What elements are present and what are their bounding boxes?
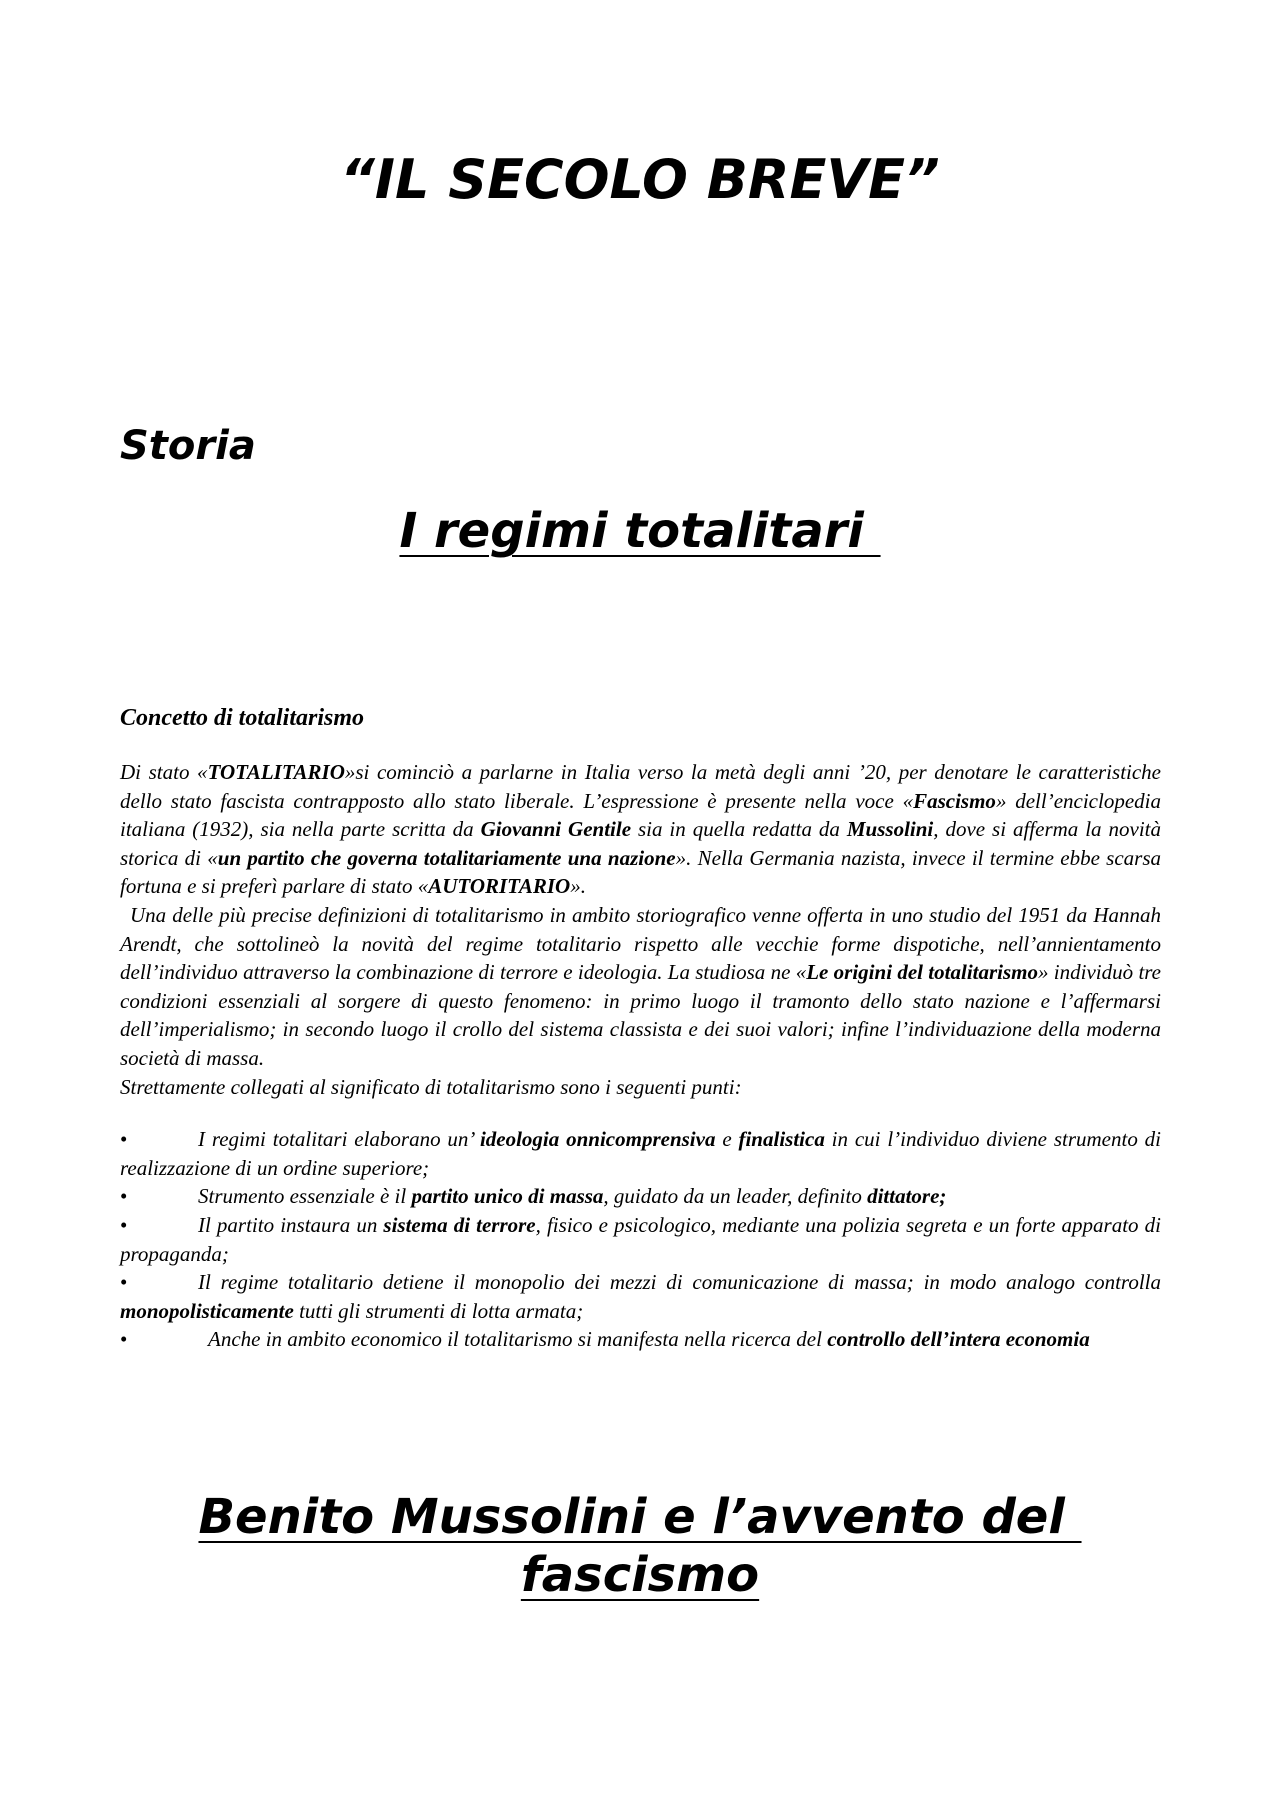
main-title: “IL SECOLO BREVE”: [340, 148, 940, 211]
p1-text: »si cominciò a parlarne in Italia verso la metà degli anni ’20, per denotare le caratteristiche dello stato fascista contrapposto allo stato liberale. L’espressione è presente nella voce «: [120, 760, 1162, 813]
bullet-text: I regimi totalitari elaborano un’: [198, 1127, 480, 1152]
bullet-text: tutti gli strumenti di lotta armata;: [293, 1298, 584, 1323]
bullet-text: in cui l’individuo diviene strumento di realizzazione di un ordine superiore;: [120, 1127, 1161, 1180]
list-item: [120, 1182, 1161, 1211]
p1-text: Di stato «: [120, 760, 208, 784]
p2-text: » individuò tre condizioni essenziali al sorgere di questo fenomeno: in primo luogo il tramonto dello stato nazione e l’affermarsi dell’imperialismo; in secondo luogo il crollo del sistema classista e dei suoi valori; infine l’individuazione della moderna società di massa.: [120, 960, 1161, 1070]
bullet-symbol: •: [120, 1327, 128, 1352]
p1-bold: Giovanni Gentile: [480, 817, 632, 842]
bullet-bold: partito unico di massa: [411, 1184, 604, 1209]
paragraph-3: Strettamente collegati al significato di totalitarismo sono i seguenti punti:: [120, 1074, 742, 1099]
bullet-list: [120, 1125, 1161, 1354]
bullet-bold: controllo dell’intera economia: [827, 1327, 1090, 1352]
bullet-symbol: •: [120, 1270, 128, 1295]
paragraph-2: [120, 901, 1161, 1073]
p2-text: Una delle più precise definizioni di totalitarismo in ambito storiografico venne offerta in uno studio del 1951 da Hannah Arendt, che sottolineò la novità del regime totalitario rispetto alle vecchie forme dispotiche, nell’annientamento dell’individuo attraverso la combinazione di terrore e ideologia. La studiosa ne «: [120, 902, 1161, 985]
list-item: [120, 1125, 1161, 1182]
section-label: Storia: [120, 423, 256, 469]
chapter-title: [0, 502, 1280, 560]
p1-text: ».: [570, 874, 586, 899]
p1-bold: Fascismo: [913, 788, 996, 813]
bullet-symbol: •: [120, 1127, 128, 1152]
list-item: [120, 1325, 1161, 1354]
bullet-bold: dittatore;: [867, 1184, 947, 1209]
list-item: [120, 1211, 1161, 1268]
bullet-text: e: [715, 1127, 739, 1152]
bullet-bold: monopolisticamente: [120, 1298, 294, 1323]
bullet-symbol: •: [120, 1212, 128, 1237]
p1-text: , dove si afferma la novità storica di «: [120, 817, 1161, 870]
section-title-line-1: Benito Mussolini e l’avvento del: [198, 1489, 1082, 1545]
bullet-text: Strumento essenziale è il: [198, 1184, 412, 1209]
body-text: [120, 702, 1161, 1354]
p1-bold: AUTORITARIO: [428, 874, 571, 899]
section-title-mussolini: [0, 1488, 1280, 1604]
bullet-text: , guidato da un leader, definito: [603, 1184, 868, 1209]
bullet-text: Il partito instaura un: [198, 1212, 384, 1237]
p1-text: sia in quella redatta da: [631, 817, 847, 842]
p1-bold: un partito che governa totalitariamente una nazione: [217, 845, 676, 870]
bullet-bold: sistema di terrore: [383, 1212, 536, 1237]
bullet-bold: ideologia onnicomprensiva: [479, 1127, 716, 1152]
p1-bold: TOTALITARIO: [207, 760, 345, 784]
p2-bold: Le origini del totalitarismo: [806, 960, 1038, 985]
p1-text: ». Nella Germania nazista, invece il termine ebbe scarsa fortuna e si preferì parlare di stato «: [120, 845, 1162, 899]
paragraph-1: [120, 758, 1161, 901]
p1-text: » dell’enciclopedia italiana (1932), sia nella parte scritta da: [120, 788, 1161, 842]
bullet-symbol: •: [120, 1184, 128, 1209]
chapter-title-text: I regimi totalitari: [399, 503, 881, 559]
section-title-line-2: fascismo: [520, 1547, 760, 1603]
bullet-text: , fisico e psicologico, mediante una polizia segreta e un forte apparato di propaganda;: [120, 1212, 1161, 1266]
bullet-text: Anche in ambito economico il totalitarismo si manifesta nella ricerca del: [208, 1327, 828, 1352]
bullet-text: Il regime totalitario detiene il monopolio dei mezzi di comunicazione di massa; in modo analogo controlla: [198, 1270, 1161, 1295]
bullet-bold: finalistica: [738, 1127, 825, 1152]
subheading: Concetto di totalitarismo: [120, 705, 365, 731]
p1-bold: Mussolini: [846, 817, 934, 842]
list-item: [120, 1268, 1161, 1325]
